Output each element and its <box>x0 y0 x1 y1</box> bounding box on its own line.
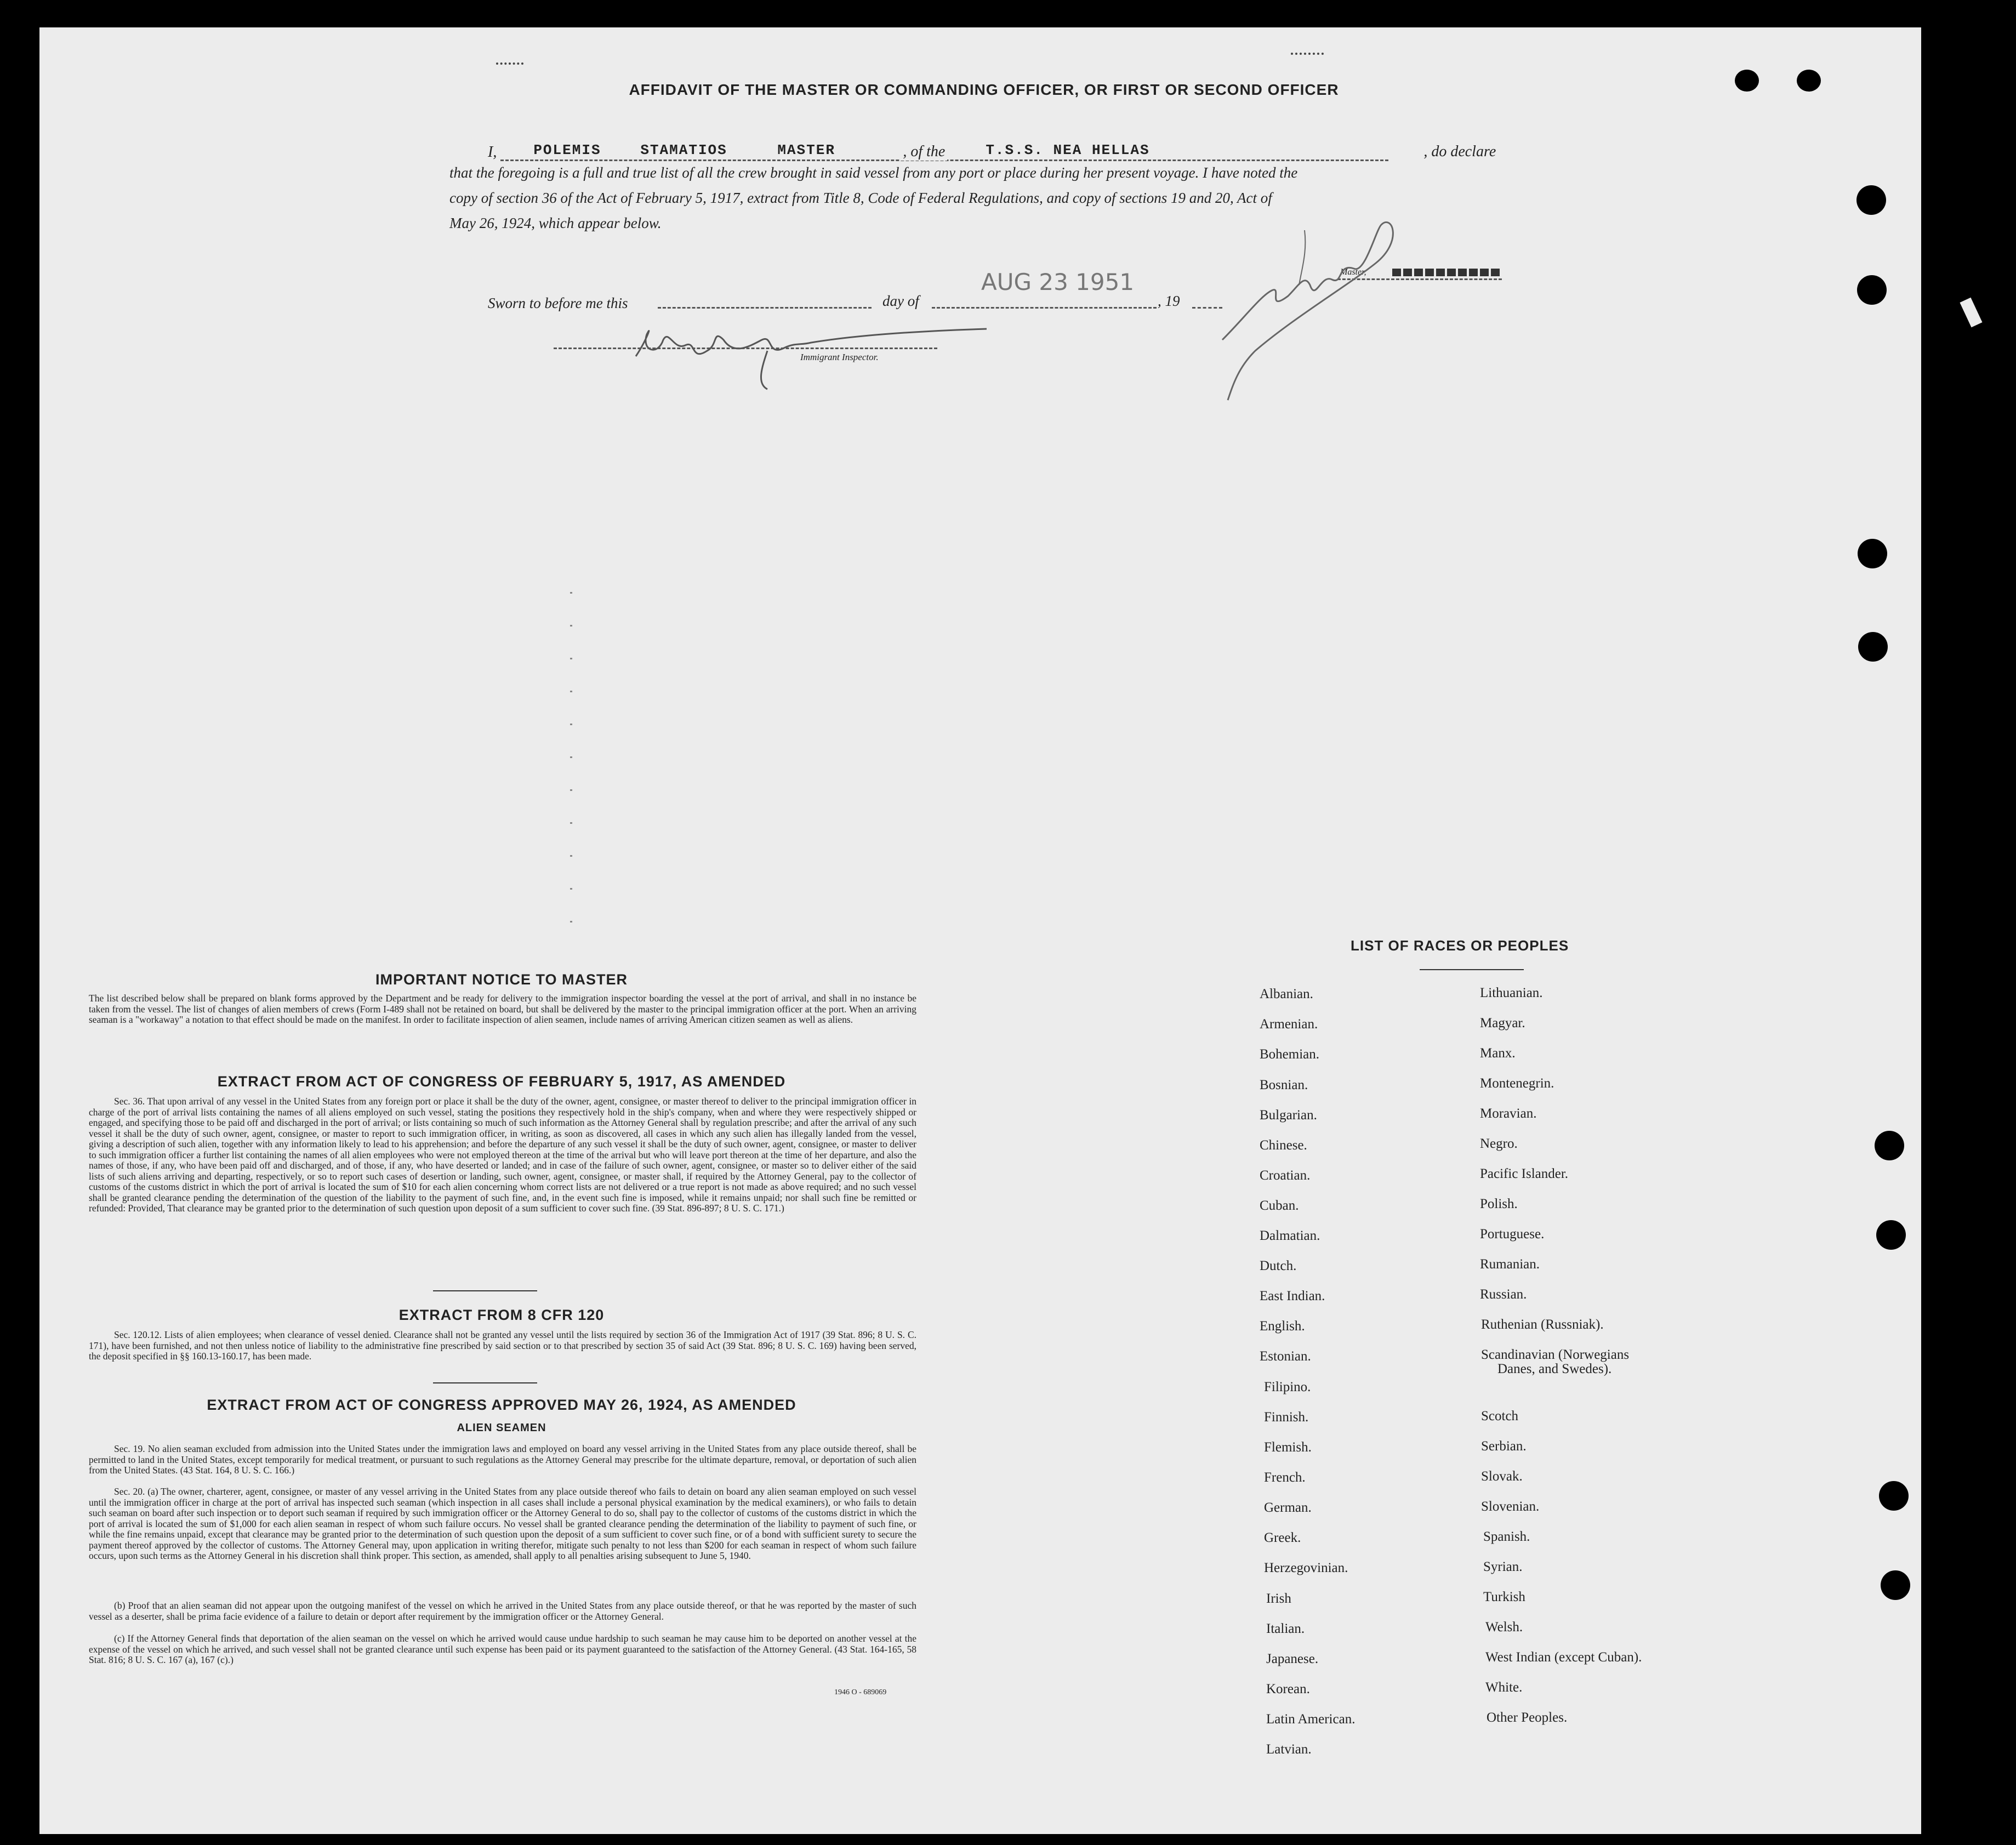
punch-hole <box>1858 539 1887 568</box>
race-item: Dutch. <box>1260 1259 1297 1273</box>
print-code: 1946 O - 689069 <box>834 1688 887 1696</box>
punch-hole <box>1875 1131 1904 1160</box>
race-item: Ruthenian (Russniak). <box>1481 1317 1604 1332</box>
race-item: Italian. <box>1266 1621 1305 1636</box>
extract-1924-heading: EXTRACT FROM ACT OF CONGRESS APPROVED MAY 26, 1924, AS AMENDED <box>207 1397 796 1413</box>
race-item: Herzegovinian. <box>1264 1561 1348 1575</box>
race-item: Danes, and Swedes). <box>1497 1362 1612 1376</box>
race-item: Rumanian. <box>1480 1257 1540 1272</box>
race-item: Russian. <box>1480 1287 1527 1302</box>
race-item: Negro. <box>1480 1136 1518 1151</box>
race-item: Slovak. <box>1481 1469 1523 1484</box>
race-item: Latin American. <box>1266 1712 1356 1727</box>
race-item: Flemish. <box>1264 1440 1312 1455</box>
section-divider <box>433 1382 537 1383</box>
year-prefix: , 19 <box>1158 293 1180 309</box>
race-item: Estonian. <box>1260 1349 1311 1364</box>
punch-hole <box>1876 1220 1906 1250</box>
document-page <box>39 27 1921 1834</box>
race-item: French. <box>1264 1470 1306 1485</box>
race-item: Latvian. <box>1266 1742 1312 1757</box>
race-item: Korean. <box>1266 1682 1310 1696</box>
race-item: Greek. <box>1264 1530 1301 1545</box>
notice-heading: IMPORTANT NOTICE TO MASTER <box>375 971 628 988</box>
extract-cfr-heading: EXTRACT FROM 8 CFR 120 <box>398 1307 605 1323</box>
punch-hole <box>1735 70 1759 92</box>
race-item: Spanish. <box>1483 1529 1530 1544</box>
race-item: East Indian. <box>1260 1289 1325 1303</box>
sec20c-body: (c) If the Attorney General finds that deportation of the alien seaman on the vessel on which he arrived would cause undue hardship to such seaman he may cause him to be deported on another vessel at the expense of the vessel on which he arrived, and such vessel shall not be granted clearance until such expense has been paid or its payment guaranteed to the satisfaction of the Attorney General. (43 Stat. 164-165, 58 Stat. 816; 8 U. S. C. 167 (a), 167 (c).) <box>89 1633 916 1665</box>
race-item: Irish <box>1266 1591 1291 1606</box>
race-item: English. <box>1260 1319 1305 1334</box>
race-item: Moravian. <box>1480 1106 1537 1121</box>
ledger-marks <box>570 592 572 943</box>
race-item: Serbian. <box>1481 1439 1527 1454</box>
prefix: I, <box>488 144 497 161</box>
race-item: Japanese. <box>1266 1652 1319 1666</box>
edge-mark <box>1960 298 1982 328</box>
race-item: Filipino. <box>1264 1380 1311 1394</box>
punch-hole <box>1857 275 1887 305</box>
race-item: Dalmatian. <box>1260 1228 1320 1243</box>
punch-hole <box>1856 185 1886 215</box>
race-item: Portuguese. <box>1480 1227 1545 1242</box>
race-item: Bosnian. <box>1260 1078 1308 1092</box>
margin-mark <box>1291 53 1324 55</box>
do-declare-text: , do declare <box>1421 143 1498 161</box>
race-item: Finnish. <box>1264 1410 1309 1425</box>
affidavit-line-1 <box>488 144 1507 161</box>
race-item: Polish. <box>1480 1197 1518 1211</box>
affidavit-line-3: copy of section 36 of the Act of February 5, 1917, extract from Title 8, Code of Federal Regulations, and copy of sections 19 and 20, Act of <box>449 190 1272 206</box>
race-item: Armenian. <box>1260 1017 1318 1032</box>
race-item: Manx. <box>1480 1046 1516 1061</box>
affidavit-title: AFFIDAVIT OF THE MASTER OR COMMANDING OFFICER, OR FIRST OR SECOND OFFICER <box>629 81 1339 98</box>
race-item: Syrian. <box>1483 1559 1523 1574</box>
vessel-name: T.S.S. NEA HELLAS <box>986 142 1150 158</box>
race-item: West Indian (except Cuban). <box>1485 1650 1642 1665</box>
extract-cfr-body: Sec. 120.12. Lists of alien employees; when clearance of vessel denied. Clearance shall not be granted any vessel until the lists required by section 36 of the Immigration Act of 1917 (39 Stat. 896; 8 U. S. C. 171), have been furnished, and not then unless notice of liability to the administrative fine prescribed by said section or to that prescribed by section 35 of said Act (39 Stat. 896; 8 U. S. C. 169) having been served, the deposit specified in §§ 160.13-160.17, has been made. <box>89 1329 916 1362</box>
extract-1917-heading: EXTRACT FROM ACT OF CONGRESS OF FEBRUARY 5, 1917, AS AMENDED <box>217 1073 786 1090</box>
sec20a-body: Sec. 20. (a) The owner, charterer, agent, consignee, or master of any vessel arriving in the United States from any place outside thereof who fails to detain on board any alien seaman employed on such vessel until the immigration officer in charge at the port of arrival has inspected such seaman (which inspection in all cases shall include a personal physical examination by the medical examiners), or who fails to detain such seaman on board after such inspection or to deport such seaman if required by such immigration officer or the Attorney General to do so, shall pay to the collector of customs of the customs district in which the port of arrival is located the sum of $1,000 for each alien seaman in respect of whom such failure occurs. No vessel shall be granted clearance pending the determination of the liability to payment of such fine, or while the fine remains unpaid, except that clearance may be granted prior to the determination of such question upon the deposit of a sum sufficient to cover such fine, or of a bond with sufficient surety to secure the payment thereof approved by the collector of customs. The Attorney General may, upon application in writing therefor, mitigate such penalty to not less than $200 for each seaman in respect of whom such failure occurs, upon such terms as the Attorney General in his discretion shall think proper. This section, as amended, shall apply to all penalties arising subsequent to June 5, 1940. <box>89 1486 916 1561</box>
rank: MASTER <box>777 142 835 158</box>
race-item: Magyar. <box>1480 1016 1525 1030</box>
master-signature <box>1211 208 1431 406</box>
declaration-fill-line <box>500 142 1496 161</box>
inspector-label: Immigrant Inspector. <box>800 352 879 362</box>
race-item: Lithuanian. <box>1480 986 1543 1000</box>
inspector-signature <box>625 307 1009 395</box>
races-heading: LIST OF RACES OR PEOPLES <box>1351 937 1569 954</box>
races-underline <box>1420 969 1524 970</box>
sec19-body: Sec. 19. No alien seaman excluded from admission into the United States under the immigration laws and employed on board any vessel arriving in the United States from any place outside thereof, shall be permitted to land in the United States, except temporarily for medical treatment, or pursuant to such regulations as the Attorney General may prescribe for the ultimate departure, removal, or deportation of such alien from the United States. (43 Stat. 164, 8 U. S. C. 166.) <box>89 1443 916 1476</box>
affidavit-line-2: that the foregoing is a full and true list of all the crew brought in said vessel from any port or place during her present voyage. I have noted the <box>449 164 1298 181</box>
race-item: Other Peoples. <box>1487 1710 1568 1725</box>
date-stamp: AUG 23 1951 <box>981 269 1135 295</box>
race-item: Croatian. <box>1260 1168 1311 1183</box>
notice-body: The list described below shall be prepared on blank forms approved by the Department and be ready for delivery to the immigration inspector boarding the vessel at the port of arrival, and shall in no instance be taken from the vessel. The list of changes of alien members of crews (Form I-489 shall not be retained on board, but shall be delivered by the master to the principal immigration officer at the port. When an arriving seaman is a "workaway" a notation to that effect should be made on the manifest. In order to facilitate inspection of alien seamen, include names of arriving American citizen seamen as well as aliens. <box>89 993 916 1025</box>
sworn-text: Sworn to before me this <box>488 295 628 311</box>
punch-hole <box>1881 1570 1910 1600</box>
race-item: Scotch <box>1481 1409 1519 1423</box>
race-item: Turkish <box>1483 1590 1525 1604</box>
race-item: Welsh. <box>1485 1620 1523 1635</box>
punch-hole <box>1797 70 1821 92</box>
punch-hole <box>1879 1481 1909 1511</box>
punch-hole <box>1858 632 1888 662</box>
race-item: Pacific Islander. <box>1480 1166 1569 1181</box>
race-item: Montenegrin. <box>1480 1076 1554 1091</box>
affidavit-line-4: May 26, 1924, which appear below. <box>449 215 662 231</box>
race-item: Bulgarian. <box>1260 1108 1317 1123</box>
sec20b-body: (b) Proof that an alien seaman did not appear upon the outgoing manifest of the vessel on which he arrived in the United States from any place outside thereof, or that he was reported by the master of such vessel as a deserter, shall be prima facie evidence of a failure to detain or deport after requirement by the immigration officer or the Attorney General. <box>89 1600 916 1622</box>
race-item: German. <box>1264 1500 1312 1515</box>
race-item: White. <box>1485 1680 1523 1695</box>
race-item: Cuban. <box>1260 1198 1299 1213</box>
race-item: Scandinavian (Norwegians <box>1481 1347 1630 1362</box>
race-item: Bohemian. <box>1260 1047 1320 1062</box>
race-item: Slovenian. <box>1481 1499 1540 1514</box>
of-the-text: , of the <box>901 143 947 161</box>
day-of-text: day of <box>882 293 919 309</box>
section-divider <box>433 1290 537 1291</box>
race-item: Albanian. <box>1260 987 1313 1001</box>
margin-mark <box>496 62 523 65</box>
race-item: Chinese. <box>1260 1138 1307 1153</box>
master-surname: POLEMIS <box>533 142 601 158</box>
master-given-name: STAMATIOS <box>640 142 727 158</box>
alien-seamen-subheading: ALIEN SEAMEN <box>457 1422 546 1434</box>
master-label: Master, <box>1340 267 1366 277</box>
extract-1917-body: Sec. 36. That upon arrival of any vessel in the United States from any foreign port or place it shall be the duty of the owner, agent, consignee, or master thereof to deliver to the principal immigration officer in charge of the port of arrival lists containing the names of all aliens employed on such vessel, stating the positions they respectively hold in the ship's company, when and where they were respectively shipped or engaged, and specifying those to be paid off and discharged in the port of arrival; or lists containing so much of such information as the Attorney General shall by regulation prescribe; and after the arrival of any such vessel it shall be the duty of such owner, agent, consignee, or master to report to such immigration officer, in writing, as soon as discovered, all cases in which any such alien has illegally landed from the vessel, giving a description of such alien, together with any information likely to lead to his apprehension; and before the departure of any such vessel it shall be the duty of such owner, agent, consignee, or master to deliver to such immigration officer a further list containing the names of all alien employees who were not employed thereon at the time of the arrival but who will leave port thereon at the time of her departure, and also the names of those, if any, who have been paid off and discharged, and of those, if any, who have deserted or landed; and in case of the failure of such owner, agent, consignee, or master so to deliver either of the said lists of such aliens arriving and departing, respectively, or so to report such cases of desertion or landing, such owner, agent, consignee, or master shall, if required by the Attorney General, pay to the collector of customs of the customs district in which the port of arrival is located the sum of $10 for each alien concerning whom correct lists are not delivered or a true report is not made as above required; and no such vessel shall be granted clearance pending the determination of the question of the liability to the payment of such fine, and, in the event such fine is imposed, while it remains unpaid; nor shall such fine be remitted or refunded: Provided, That clearance may be granted prior to the determination of such question upon deposit of a sum sufficient to cover such fine. (39 Stat. 896-897; 8 U. S. C. 171.) <box>89 1096 916 1214</box>
